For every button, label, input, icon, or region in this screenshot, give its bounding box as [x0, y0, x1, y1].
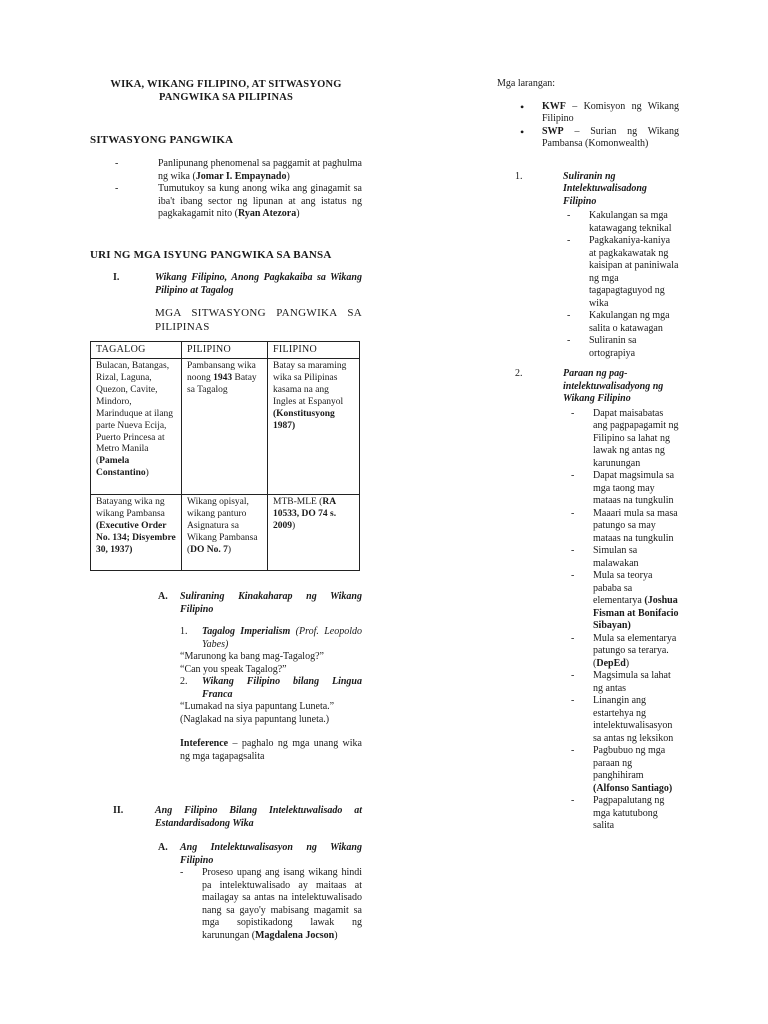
table-cell	[182, 495, 268, 571]
list-item	[593, 633, 679, 671]
section-heading-uri: URI NG MGA ISYUNG PANGWIKA SA BANSA	[90, 248, 332, 261]
list-item: - Maaari mula sa masa patungo sa may mataas na tungkulin	[593, 508, 679, 546]
item-title: Tagalog Imperialism	[202, 626, 291, 638]
cell-text: Pambansang wika noong	[187, 361, 256, 384]
list-item	[542, 126, 679, 151]
list-item: - Magsimula sa lahat ng antas	[593, 670, 679, 695]
part-2-heading	[113, 805, 362, 830]
roman-numeral: I.	[113, 272, 120, 284]
cell-text: Batay sa Tagalog	[187, 373, 257, 395]
cell-text: Batayang wika ng wikang Pambansa	[96, 497, 165, 520]
dash-marker: -	[180, 867, 184, 879]
column-header-tagalog: TAGALOG	[91, 341, 182, 359]
table-header-row	[91, 341, 360, 359]
list1-heading	[515, 171, 679, 209]
item-text: Tumutukoy sa kung anong wika ang ginagamit sa iba't ibang sector ng lipunan at ang istatus ng pagkakagamit nito (	[158, 183, 362, 219]
list-item: - Pagkakaniya-kaniya at pagkakawatak ng kaisipan at paniniwala ng mga tagapagtaguyod ng wika	[589, 235, 679, 310]
list-item	[593, 745, 679, 795]
item-text: Proseso upang ang isang wikang hindi pa intelektuwalisado ay maitaas at mailagay sa antas na intelektuwalisado nang sa gayo'y mabisang magamit sa mga sopistikadong lawak ng karunungan (	[202, 867, 362, 941]
section-letter: A.	[158, 842, 168, 854]
list2-items	[497, 408, 679, 833]
section-title: Suliraning Kinakaharap ng Wikang Filipino	[180, 591, 362, 615]
item-text: – Komisyon ng Wikang Filipino	[542, 100, 679, 124]
cell-text: Bulacan, Batangas, Rizal, Laguna, Quezon, Cavite, Mindoro, Marinduque at ilang parte Nueva Ecija, Puerto Princesa at Metro Manila (	[96, 361, 174, 467]
section-a-body	[180, 626, 362, 763]
table-cell	[268, 359, 360, 495]
cell-end: )	[227, 544, 232, 555]
item-end: )	[625, 657, 630, 669]
cell-citation: RA 10533, DO 74 s. 2009	[273, 497, 337, 531]
sitwasyon-table	[90, 341, 360, 572]
cell-text: MTB-MLE (	[273, 497, 323, 508]
section-heading-sitwasyong-pangwika: SITWASYONG PANGWIKA	[90, 134, 234, 147]
citation: DepEd	[596, 657, 626, 669]
citation: Jomar I. Empaynado	[195, 170, 287, 182]
item-text: Mula sa elementarya patungo sa terarya. (	[593, 632, 677, 669]
list-title: Suliranin ng Intelektuwalisadong Filipino	[563, 170, 647, 207]
item-number: 1.	[515, 170, 523, 182]
item-end: )	[334, 929, 338, 941]
quote-text: “Can you speak Tagalog?”	[180, 663, 287, 675]
quote-text: “Marunong ka bang mag-Tagalog?”	[180, 651, 324, 663]
section-a-heading	[158, 591, 362, 616]
list-item: - Linangin ang estartehya ng intelektuwalisasyon sa antas ng leksikon	[593, 695, 679, 745]
table-cell	[268, 495, 360, 571]
list-item	[158, 183, 362, 221]
item-citation: (Prof. Leopoldo Yabes)	[202, 626, 363, 650]
list2-heading	[515, 368, 679, 406]
part-title: Ang Filipino Bilang Intelektuwalisado at Estandardisadong Wika	[155, 805, 362, 829]
item-number: 2.	[515, 368, 523, 379]
table-cell	[91, 495, 182, 571]
term-definition	[180, 738, 362, 763]
numbered-item-2	[180, 676, 362, 701]
citation: (Joshua Fisman at Bonifacio Sibayan)	[593, 595, 679, 631]
citation: Ryan Atezora	[237, 208, 297, 219]
table-cell	[182, 359, 268, 495]
table-row	[91, 359, 360, 495]
right-intro: Mga larangan:	[497, 78, 556, 89]
list-title: Paraan ng pag-intelektuwalisadyong ng Wikang Filipino	[563, 368, 664, 404]
list-item: - Kakulangan ng mga salita o katawagan	[589, 310, 679, 335]
item-content	[202, 867, 362, 942]
part-2-list-item	[180, 867, 362, 942]
right-column	[497, 78, 679, 833]
cell-text: Wikang opisyal, wikang panturo Asignatura sa Wikang Pambansa (	[187, 497, 258, 555]
cell-year: 1943	[213, 373, 233, 384]
cell-end: )	[292, 521, 296, 531]
item-text: – Surian ng Wikang Pambansa (Komonwealth)	[542, 125, 679, 149]
part-2-section-a-heading	[158, 842, 362, 867]
item-content	[202, 626, 362, 651]
sitwasyong-pangwika-list	[158, 158, 362, 221]
list1-items	[497, 210, 679, 360]
column-header-filipino: FILIPINO	[268, 341, 360, 359]
section-title: Ang Intelektuwalisasyon ng Wikang Filipino	[180, 842, 362, 866]
cell-citation: DO No. 7	[190, 544, 228, 555]
item-text: Panlipunang phenomenal sa paggamit at paghulma ng wika (	[158, 158, 362, 182]
item-number: 2.	[180, 676, 188, 688]
table-row	[91, 495, 360, 571]
list-item: - Dapat maisabatas ang pagpapagamit ng Filipino sa lahat ng lawak ng antas ng karunungan	[593, 408, 679, 471]
document-title: WIKA, WIKANG FILIPINO, AT SITWASYONG PANGWIKA SA PILIPINAS	[110, 79, 342, 104]
table-heading: MGA SITWASYONG PANGWIKA SA PILIPINAS	[155, 307, 362, 333]
citation: Magdalena Jocson	[255, 929, 335, 941]
section-letter: A.	[158, 591, 168, 603]
list-item	[593, 570, 679, 633]
cell-citation: Pamela Constantino	[96, 456, 146, 479]
quote-text: “Lumakad na siya papuntang Luneta.”	[180, 701, 335, 713]
part-title: Wikang Filipino, Anong Pagkakaiba sa Wikang Pilipino at Tagalog	[155, 272, 362, 296]
list-item: - Pagpapalutang ng mga katutubong salita	[593, 795, 679, 833]
list-item: - Dapat magsimula sa mga taong may mataas na tungkulin	[593, 470, 679, 508]
list-item	[542, 101, 679, 126]
cell-citation: (Konstitusyong 1987)	[273, 408, 335, 431]
item-number: 1.	[180, 626, 188, 638]
item-text: Mula sa teorya pababa sa elementarya	[593, 570, 653, 606]
larangan-list	[542, 101, 679, 151]
list-item: - Kakulangan sa mga katawagang teknikal	[589, 210, 679, 235]
column-header-pilipino: PILIPINO	[182, 341, 268, 359]
cell-citation: (Executive Order No. 134; Disyembre 30, 1937)	[96, 521, 176, 555]
list-item: - Simulan sa malawakan	[593, 545, 679, 570]
numbered-item-1	[180, 626, 362, 651]
item-title: Wikang Filipino bilang Lingua Franca	[202, 676, 362, 700]
list-item: - Suliranin sa ortograpiya	[589, 335, 679, 360]
roman-numeral: II.	[113, 805, 124, 817]
quote-text: (Naglakad na siya papuntang luneta.)	[180, 713, 330, 725]
definition: – paghalo ng mga unang wika ng mga tagapagsalita	[180, 738, 362, 762]
left-column	[90, 78, 362, 942]
item-end: )	[286, 170, 290, 182]
term: Inteference	[180, 738, 229, 750]
cell-end: )	[145, 468, 149, 479]
item-text: Pagbubuo ng mga paraan ng panghihiram	[593, 745, 666, 781]
table-cell	[91, 359, 182, 495]
citation: (Alfonso Santiago)	[593, 782, 673, 794]
cell-text: Batay sa maraming wika sa Pilipinas kasama na ang Ingles at Espanyol	[273, 361, 347, 407]
part-1-heading	[113, 272, 362, 297]
acronym: KWF	[542, 100, 566, 112]
list-item	[158, 158, 362, 183]
item-end: )	[296, 208, 300, 219]
acronym: SWP	[542, 125, 564, 137]
